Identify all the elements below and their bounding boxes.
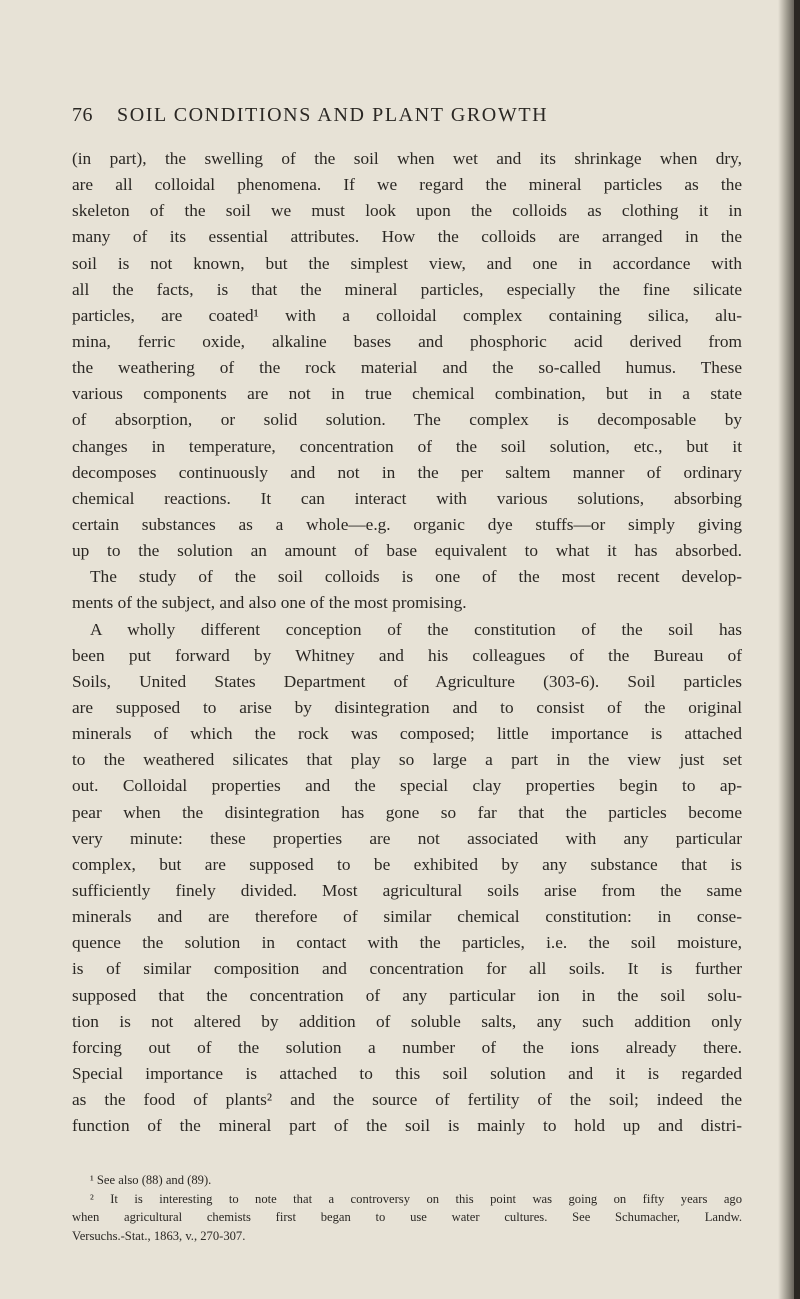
body-line: of absorption, or solid solution. The complex is decomposable by [72, 410, 742, 430]
body-line: certain substances as a whole—e.g. organic dye stuffs—or simply giving [72, 514, 742, 534]
footnote: ¹ See also (88) and (89). [90, 1173, 212, 1187]
body-line: all the facts, is that the mineral particles, especially the fine silicate [72, 279, 742, 299]
running-title: SOIL CONDITIONS AND PLANT GROWTH [117, 104, 549, 126]
body-line: chemical reactions. It can interact with various solutions, absorbing [72, 488, 742, 508]
body-line: supposed that the concentration of any particular ion in the soil solu- [72, 985, 742, 1005]
body-line: decomposes continuously and not in the per saltem manner of ordinary [72, 462, 742, 482]
footnote: ² It is interesting to note that a controversy on this point was going on fifty years ago [90, 1191, 742, 1206]
body-line: Special importance is attached to this soil solution and it is regarded [72, 1063, 742, 1083]
page-binding-edge [794, 0, 800, 1299]
body-line: is of similar composition and concentration for all soils. It is further [72, 959, 742, 979]
body-line: A wholly different conception of the constitution of the soil has [90, 619, 742, 639]
body-line: very minute: these properties are not associated with any particular [72, 828, 742, 848]
body-line: many of its essential attributes. How the colloids are arranged in the [72, 227, 742, 247]
body-line: minerals and are therefore of similar chemical constitution: in conse- [72, 907, 742, 927]
body-line: The study of the soil colloids is one of the most recent develop- [90, 567, 742, 587]
body-line: pear when the disintegration has gone so far that the particles become [72, 802, 742, 822]
body-line: (in part), the swelling of the soil when wet and its shrinkage when dry, [72, 149, 742, 168]
footnote-continuation: when agricultural chemists first began to use water cultures. See Schumacher, Landw. [72, 1210, 742, 1224]
body-line: various components are not in true chemical combination, but in a state [72, 384, 742, 404]
body-line: function of the mineral part of the soil is mainly to hold up and distri- [72, 1116, 742, 1136]
body-line: complex, but are supposed to be exhibited by any substance that is [72, 854, 742, 874]
body-line: as the food of plants² and the source of fertility of the soil; indeed the [72, 1090, 742, 1110]
body-line: changes in temperature, concentration of the soil solution, etc., but it [72, 436, 742, 456]
body-line: particles, are coated¹ with a colloidal complex containing silica, alu- [72, 305, 742, 325]
body-line: skeleton of the soil we must look upon the colloids as clothing it in [72, 201, 742, 221]
body-line: Soils, United States Department of Agriculture (303-6). Soil particles [72, 671, 742, 691]
body-line: been put forward by Whitney and his colleagues of the Bureau of [72, 645, 742, 665]
page-header [72, 104, 732, 134]
body-line: mina, ferric oxide, alkaline bases and phosphoric acid derived from [72, 331, 742, 351]
body-line: to the weathered silicates that play so large a part in the view just set [72, 750, 742, 770]
body-text [72, 146, 742, 1139]
body-line: the weathering of the rock material and the so-called humus. These [72, 358, 742, 378]
body-line: are all colloidal phenomena. If we regard the mineral particles as the [72, 175, 742, 195]
body-line: sufficiently finely divided. Most agricultural soils arise from the same [72, 880, 742, 900]
footnote-continuation: Versuchs.-Stat., 1863, v., 270-307. [72, 1228, 246, 1243]
body-line: are supposed to arise by disintegration and to consist of the original [72, 697, 742, 717]
body-line: soil is not known, but the simplest view, and one in accordance with [72, 253, 742, 273]
body-line: tion is not altered by addition of soluble salts, any such addition only [72, 1011, 742, 1031]
page-number: 76 [72, 104, 93, 126]
body-line: out. Colloidal properties and the special clay properties begin to ap- [72, 776, 742, 796]
body-line: minerals of which the rock was composed; little importance is attached [72, 724, 742, 744]
footnotes [72, 1171, 742, 1245]
body-line: ments of the subject, and also one of the most promising. [72, 593, 467, 613]
body-line: forcing out of the solution a number of the ions already there. [72, 1037, 742, 1057]
body-line: up to the solution an amount of base equivalent to what it has absorbed. [72, 541, 742, 561]
body-line: quence the solution in contact with the particles, i.e. the soil moisture, [72, 933, 742, 953]
